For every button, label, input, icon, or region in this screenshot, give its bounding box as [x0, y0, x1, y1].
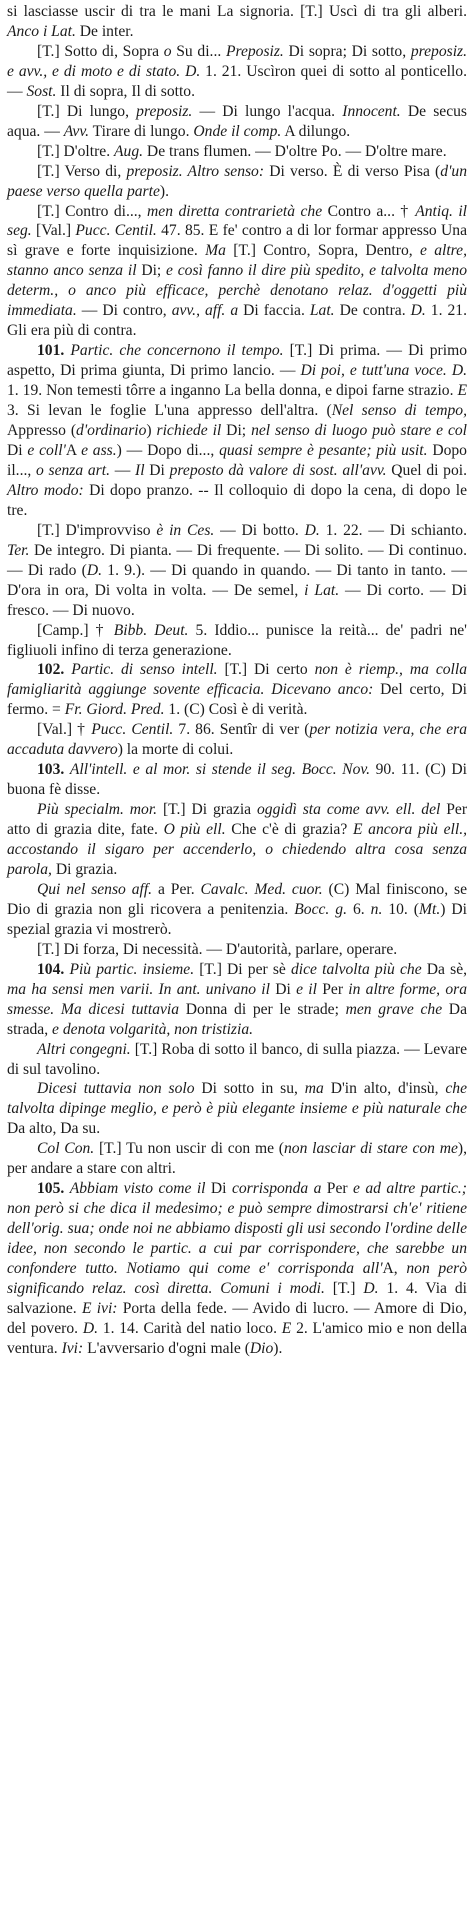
text-segment: Per atto di grazia dite, fate. — [7, 801, 468, 839]
text-segment: richiede il — [156, 422, 222, 440]
text-segment: Dio — [249, 1339, 274, 1357]
entry-paragraph — [7, 42, 467, 102]
text-segment: D'in alto, d'insù, — [323, 1080, 446, 1098]
text-segment: Di — [269, 980, 297, 998]
text-segment: Col Con. — [37, 1140, 95, 1158]
text-segment: Anco i Lat. — [7, 22, 76, 40]
text-segment: — — [109, 461, 136, 479]
text-segment: Qui nel senso aff. — [37, 880, 153, 898]
text-segment: Di; — [136, 262, 167, 280]
text-segment: [T.] Di prima. — Di primo aspetto, Di prima giunta, Di primo lancio. — — [7, 342, 467, 380]
text-segment: Innocent. — [342, 102, 401, 120]
text-segment: Per — [321, 1180, 354, 1198]
text-segment: Il — [135, 461, 145, 479]
text-segment: 1. 21. Gli era più di contra. — [7, 302, 467, 340]
text-segment: Fr. Giord. Pred. — [64, 701, 165, 719]
text-segment: d'un paese verso quella parte — [7, 162, 467, 200]
text-segment: Ter. — [7, 541, 30, 559]
text-segment: quasi sempre è pesante; più usit. — [219, 441, 428, 459]
text-segment: Il di sopra, Il di sotto. — [56, 82, 196, 100]
text-segment: [T.] Contro di..., — [37, 202, 148, 220]
text-segment: [T.] Di forza, Di necessità. — D'autorità, parlare, operare. — [37, 940, 398, 958]
text-segment: [T.] Di lungo, — [37, 102, 137, 120]
text-segment: preposiz. Altro senso: — [126, 162, 265, 180]
text-segment: Altro modo: — [7, 481, 84, 499]
text-segment: Che c'è di grazia? — [225, 821, 353, 839]
text-segment: ). — [273, 1339, 283, 1357]
text-segment: 1. 14. Carità del natio loco. — [98, 1319, 282, 1337]
text-segment: 5. Iddio... punisce la reità... de' padri ne' figliuoli infino di terza generazione. — [7, 621, 467, 659]
text-segment: è in Ces. — [156, 521, 215, 539]
entry-paragraph — [7, 880, 467, 940]
text-segment: Più specialm. mor. — [37, 801, 158, 819]
text-segment: i Lat. — [304, 581, 340, 599]
text-segment: Pucc. Centil. — [75, 222, 157, 240]
entry-paragraph — [7, 800, 467, 880]
text-segment: Dopo il..., — [7, 441, 467, 479]
text-segment: [T.] D'oltre. — [37, 142, 114, 160]
text-segment: Ivi: — [61, 1339, 84, 1357]
text-segment: e altre, stanno anco senza il — [7, 242, 467, 280]
text-segment: Pucc. Centil. — [91, 721, 174, 739]
text-segment: avv., aff. a — [171, 302, 239, 320]
text-segment: A, — [382, 1260, 407, 1278]
text-segment: — Di contro, — [76, 302, 172, 320]
text-segment: 1. 4. Via di salvazione. — [7, 1280, 467, 1317]
text-segment: n. — [370, 900, 383, 918]
text-segment: E ivi: — [81, 1299, 118, 1317]
text-segment: men diretta contrarietà che — [147, 202, 323, 220]
section-number: 101. — [37, 342, 65, 360]
entry-paragraph — [7, 960, 467, 1040]
text-segment: D. — [82, 1319, 98, 1337]
text-segment: Donna di per le strade; — [179, 1000, 346, 1018]
text-segment: Su di... — [171, 42, 226, 60]
text-segment: 6. — [347, 900, 371, 918]
text-segment: 1. 9.). — Di quando in quando. — Di tanto in tanto. — D'ora in ora, Di volta in volta. — De semel, — [7, 561, 467, 599]
text-segment: Da alto, Da su. — [7, 1120, 101, 1138]
text-segment: e così fanno il dire più spedito, e talvolta meno determ., o anco più efficace, perchè denotano relaz. d'oggetti più immediata. — [7, 262, 467, 320]
text-segment: D. — [304, 521, 320, 539]
text-segment: Bocc. g. — [294, 900, 347, 918]
text-segment: 2. L'amico mio e non della ventura. — [7, 1319, 467, 1357]
text-segment: Avv. — [63, 122, 89, 140]
text-segment: E — [457, 382, 467, 400]
text-segment: [Val.] † — [37, 721, 92, 739]
text-segment: Di grazia. — [51, 860, 118, 878]
text-segment: Dicesi tuttavia non solo — [37, 1080, 195, 1098]
text-segment: Partic. di senso intell. — [71, 661, 218, 679]
text-segment: Da sè, — [421, 960, 468, 978]
entry-paragraph — [7, 1139, 467, 1179]
text-segment: Di sotto in su, — [194, 1080, 305, 1098]
text-segment: [Camp.] † — [37, 621, 114, 639]
entry-paragraph — [7, 1179, 467, 1359]
entry-paragraph — [7, 1079, 467, 1139]
text-segment: Nel senso di tempo, — [331, 402, 467, 420]
text-segment: Da strada, — [7, 1000, 467, 1038]
text-segment: D. — [363, 1280, 379, 1297]
text-segment: [T.] Di per sè — [194, 960, 291, 978]
text-segment: preposto dà valore di sost. all'avv. — [169, 461, 387, 479]
text-segment: E ancora più ell., accostando il sigaro per accenderlo, o chiedendo altra cosa senza parola, — [7, 821, 467, 878]
entry-paragraph — [7, 102, 467, 142]
text-segment: [T.] Contro, Sopra, Dentro, — [225, 242, 420, 260]
text-segment: De integro. Di pianta. — Di frequente. — Di solito. — Di continuo. — Di rado ( — [7, 541, 467, 579]
section-number: 102. — [37, 661, 65, 679]
text-segment: e coll' — [27, 441, 66, 459]
text-segment: ) Di spezial grazia vi mostrerò. — [7, 900, 467, 938]
text-segment: o senza art. — [35, 461, 110, 479]
text-segment: — Di botto. — [214, 521, 305, 539]
text-segment: Cavalc. Med. cuor. — [200, 880, 323, 898]
text-segment: De inter. — [75, 22, 134, 40]
text-segment: Di faccia. — [238, 302, 310, 320]
text-segment: — Di lungo l'acqua. — [192, 102, 343, 120]
text-segment: ), per andare a stare con altri. — [7, 1140, 468, 1178]
text-segment: 90. 11. (C) Di buona fè disse. — [7, 761, 467, 799]
text-segment: Più partic. insieme. — [69, 960, 195, 978]
text-segment: Altri congegni. — [37, 1040, 131, 1058]
text-segment: a Per. — [152, 880, 201, 898]
entry-paragraph — [7, 660, 467, 720]
text-segment: Di — [205, 1180, 232, 1198]
text-segment: Di; — [221, 422, 252, 440]
text-segment: [T.] Roba di sotto il banco, di sulla piazza. — Levare di sul tavolino. — [7, 1040, 467, 1078]
text-segment: Quel di poi. — [386, 461, 467, 479]
text-segment: non è riemp., ma colla famigliarità aggiunge sovente efficacia. Dicevano anco: — [7, 661, 467, 699]
text-segment: ma — [304, 1080, 324, 1098]
text-segment: ). — [159, 182, 169, 200]
entry-paragraph — [7, 720, 467, 760]
text-segment: o — [163, 42, 172, 60]
text-segment: [T.] — [324, 1280, 364, 1297]
text-segment: De secus aqua. — — [7, 102, 467, 140]
entry-paragraph — [7, 760, 467, 800]
text-segment: Onde il comp. — [193, 122, 282, 140]
text-segment: dice talvolta più che — [291, 960, 422, 978]
text-segment: 1. 22. — Di schianto. — [319, 521, 468, 539]
text-segment: 3. Si levan le foglie L'una appresso dell'altra. ( — [7, 402, 332, 420]
text-segment: non però significando relaz. così diretta. Comuni i modi. — [7, 1260, 468, 1297]
text-segment: e denota volgarità, non tristizia. — [52, 1020, 254, 1038]
section-number: 105. — [37, 1180, 65, 1198]
text-segment: ma ha sensi men varii. In ant. univano il — [7, 980, 270, 998]
entry-paragraph — [7, 341, 467, 521]
text-segment: Di sopra; Di sotto, — [283, 42, 411, 60]
text-segment: in altre forme, ora smesse. Ma dicesi tuttavia — [7, 980, 468, 1018]
text-segment: Lat. — [309, 302, 335, 320]
text-segment: [T.] D'improvviso — [37, 521, 157, 539]
text-segment: che talvolta dipinge meglio, e però è più elegante insieme e più naturale che — [7, 1080, 468, 1118]
entry-paragraph — [7, 1040, 467, 1080]
text-segment: per notizia vera, che era accaduta davvero — [7, 721, 467, 759]
text-segment: L'avversario d'ogni male ( — [83, 1339, 250, 1357]
text-segment: All'intell. e al mor. si stende il seg. Bocc. Nov. — [69, 761, 371, 779]
text-segment: e il — [296, 980, 317, 998]
text-segment: ) — Dopo di..., — [116, 441, 220, 459]
text-segment: men grave che — [345, 1000, 443, 1018]
text-segment: nel senso di luogo può stare e col — [251, 422, 467, 440]
entry-paragraph — [7, 2, 467, 42]
entry-paragraph — [7, 162, 467, 202]
text-segment: Mt. — [419, 900, 441, 918]
text-segment: Aug. — [114, 142, 144, 160]
text-segment: preposiz. e avv., e di moto e di stato. D. — [7, 42, 467, 80]
text-segment: 7. 86. Sentîr di ver ( — [173, 721, 310, 739]
text-segment: De contra. — [334, 302, 411, 320]
text-segment: Sost. — [26, 82, 57, 100]
text-segment: 10. ( — [382, 900, 419, 918]
text-segment: Preposiz. — [225, 42, 284, 60]
text-segment: Per — [316, 980, 349, 998]
text-segment: Appresso ( — [7, 422, 77, 440]
text-segment: 1. 21. Uscìron quei di sotto al ponticello. — — [7, 62, 467, 100]
text-segment: Di — [144, 461, 170, 479]
text-segment: O più ell. — [163, 821, 226, 839]
entry-paragraph — [7, 202, 467, 342]
text-segment: [T.] Verso di, — [37, 162, 127, 180]
text-segment: Porta della fede. — Avido di lucro. — Amore di Dio, del povero. — [7, 1299, 467, 1337]
entry-paragraph — [7, 521, 467, 621]
text-segment: [T.] Tu non uscir di con me ( — [94, 1140, 284, 1158]
text-segment: [Val.] — [31, 222, 76, 240]
text-segment: — Di corto. — Di fresco. — Di nuovo. — [7, 581, 467, 619]
text-segment: Del certo, Di fermo. = — [7, 681, 468, 719]
text-segment: (C) Mal finiscono, se Dio di grazia non gli ricovera a penitenzia. — [7, 880, 467, 918]
text-segment: Tirare di lungo. — [88, 122, 194, 140]
text-segment: ) — [146, 422, 157, 440]
entry-paragraph — [7, 142, 467, 162]
text-segment: Di — [7, 441, 28, 459]
text-segment: Partic. che concernono il tempo. — [70, 342, 284, 360]
text-segment: Di poi, e tutt'una voce. D. — [300, 362, 467, 380]
text-segment: D. — [410, 302, 426, 320]
text-segment: Bibb. Deut. — [113, 621, 189, 639]
text-segment: D. — [86, 561, 103, 579]
text-segment: Abbiam visto come il — [69, 1180, 206, 1198]
text-segment: preposiz. — [136, 102, 193, 120]
text-segment: Di dopo pranzo. -- Il colloquio di dopo la cena, di dopo le tre. — [7, 481, 467, 519]
text-segment: Contro a... † — [322, 202, 416, 220]
text-segment: E — [281, 1319, 292, 1337]
text-segment: Di verso. È di verso Pisa ( — [264, 162, 441, 180]
text-segment: 1. 19. Non temesti tôrre a inganno La bella donna, e dipoi farne strazio. — [7, 382, 458, 400]
text-segment: oggidì sta come avv. ell. del — [256, 801, 441, 819]
text-segment: [T.] Sotto di, Sopra — [37, 42, 164, 60]
entry-paragraph — [7, 621, 467, 661]
text-segment: 47. 85. E fe' contro a di lor formar appresso Una sì grave e forte inquisizione. — [7, 222, 467, 260]
text-segment: A dilungo. — [281, 122, 351, 140]
text-segment: De trans flumen. — D'oltre Po. — D'oltre mare. — [143, 142, 447, 160]
text-segment: corrisponda a — [231, 1180, 322, 1198]
text-segment: [T.] Di certo — [217, 661, 315, 679]
entry-paragraph — [7, 940, 467, 960]
text-segment: Ma — [205, 242, 226, 260]
section-number: 103. — [37, 761, 65, 779]
text-segment: e ad altre partic.; non però si che dica il medesimo; e può sempre dimostrarsi ch'e' ritiene dell'orig. sua; onde noi ne abbiamo disposti gli usi secondo l'ordine delle idee, non secondo le partic. a cui par corrispondere, che sarebbe un confondere tutto. Notiamo qui come e' corrisponda all' — [7, 1180, 467, 1278]
text-segment: [T.] Di grazia — [157, 801, 257, 819]
text-segment: d'ordinario — [76, 422, 147, 440]
text-segment: ) la morte di colui. — [117, 741, 234, 759]
text-segment: si lasciasse uscir di tra le mani La signoria. [T.] Uscì di tra gli alberi. — [7, 3, 467, 20]
text-segment: e ass. — [81, 441, 117, 459]
text-segment: Antiq. il seg. — [7, 202, 468, 240]
text-segment: non lasciar di stare con me — [283, 1140, 458, 1158]
text-segment: 1. (C) Così è di verità. — [164, 701, 308, 719]
text-segment: A — [65, 441, 82, 459]
section-number: 104. — [37, 960, 65, 978]
